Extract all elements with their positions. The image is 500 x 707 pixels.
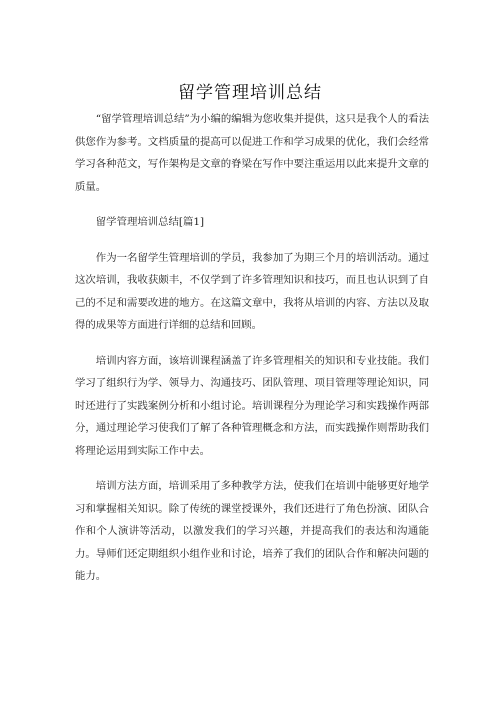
section-heading: 留学管理培训总结[篇1] — [95, 216, 205, 228]
intro-paragraph: “留学管理培训总结”为小编的编辑为您收集并提供，这只是我个人的看法供您作为参考。文档质量的提高可以促进工作和学习成果的优化，我们会经常学习各种范文，写作架构是文章的脊梁在写作中要注重运用以此来提升文章的质量。 — [75, 113, 429, 193]
body-paragraph-3: 培训方法方面，培训采用了多种教学方法，使我们在培训中能够更好地学习和掌握相关知识。除了传统的课堂授课外，我们还进行了角色扮演、团队合作和个人演讲等活动，以激发我们的学习兴趣，并提高我们的表达和沟通能力。导师们还定期组织小组作业和讨论，培养了我们的团队合作和解决问题的能力。 — [75, 480, 429, 582]
document-title: 留学管理培训总结 — [178, 83, 322, 103]
body-paragraph-2: 培训内容方面，该培训课程涵盖了许多管理相关的知识和专业技能。我们学习了组织行为学、领导力、沟通技巧、团队管理、项目管理等理论知识，同时还进行了实践案例分析和小组讨论。培训课程分为理论学习和实践操作两部分，通过理论学习使我们了解了各种管理概念和方法，而实践操作则帮助我们将理论运用到实际工作中去。 — [75, 354, 429, 457]
body-paragraph-1: 作为一名留学生管理培训的学员，我参加了为期三个月的培训活动。通过这次培训，我收获颇丰，不仅学到了许多管理知识和技巧，而且也认识到了自己的不足和需要改进的地方。在这篇文章中，我将从培训的内容、方法以及取得的成果等方面进行详细的总结和回顾。 — [75, 251, 429, 331]
document-body — [75, 108, 429, 588]
